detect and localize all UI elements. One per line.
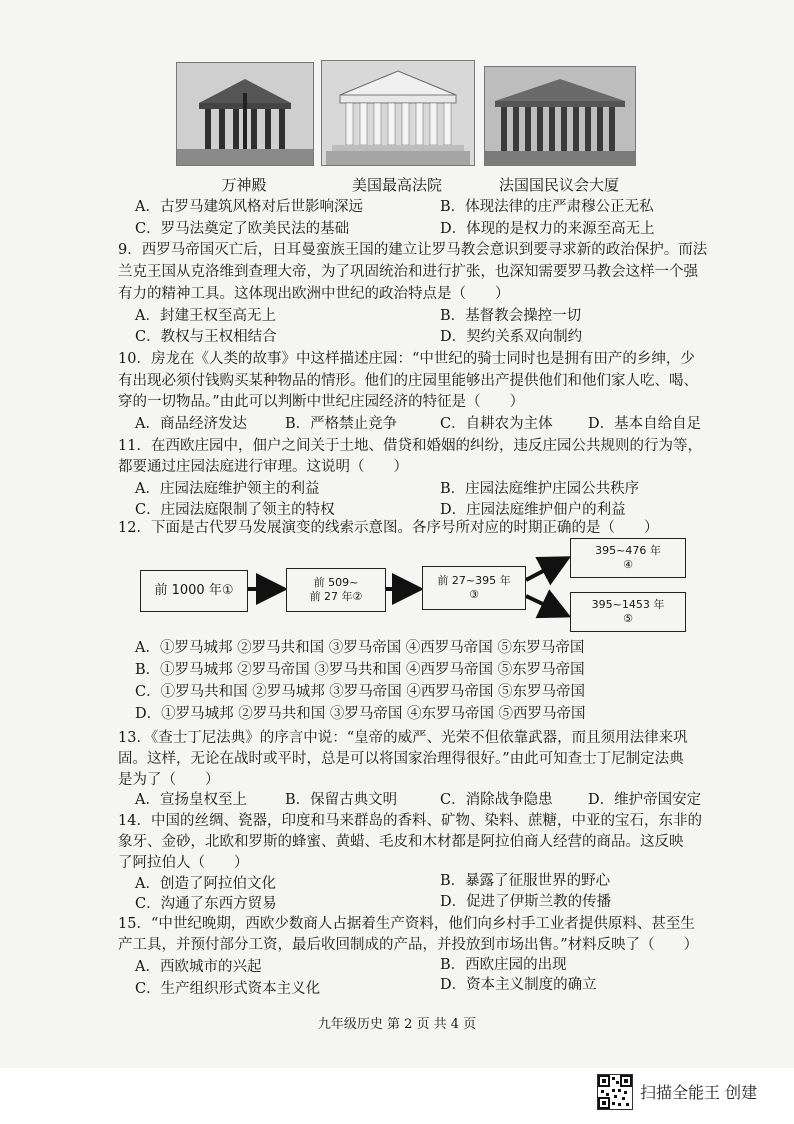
q10-option-d: D．基本自给自足 xyxy=(588,416,702,432)
timeline-box-2 xyxy=(286,568,386,612)
q8-option-d: D．体现的是权力的来源至高无上 xyxy=(440,221,655,237)
q12-option-a: A．①罗马城邦 ②罗马共和国 ③罗马帝国 ④西罗马帝国 ⑤东罗马帝国 xyxy=(135,640,585,656)
q15-option-a: A．西欧城市的兴起 xyxy=(135,959,262,975)
q8-option-b: B．体现法律的庄严肃穆公正无私 xyxy=(440,199,654,215)
q8-option-a: A．古罗马建筑风格对后世影响深远 xyxy=(135,199,363,215)
q14-option-c: C．沟通了东西方贸易 xyxy=(135,896,277,912)
timeline-box-3-line2: ③ xyxy=(469,588,479,601)
arrow-3-4 xyxy=(526,560,564,580)
timeline-box-2-line2: 前 27 年② xyxy=(309,590,363,603)
q10-option-c: C．自耕农为主体 xyxy=(440,416,553,432)
q11-option-c: C．庄园法庭限制了领主的特权 xyxy=(135,502,335,518)
q11-stem-line2: 都要通过庄园法庭进行审理。这说明（ ） xyxy=(118,459,408,475)
timeline-box-3-line1: 前 27~395 年 xyxy=(437,574,511,587)
q9-option-b: B．基督教会操控一切 xyxy=(440,308,582,324)
caption-national-assembly: 法国国民议会大厦 xyxy=(498,176,619,194)
scanner-watermark: 扫描全能王 创建 xyxy=(640,1083,758,1102)
q9-option-c: C．教权与王权相结合 xyxy=(135,329,277,345)
timeline-box-5-line2: ⑤ xyxy=(623,612,633,625)
qr-code-icon xyxy=(597,1074,633,1110)
q14-option-b: B．暴露了征服世界的野心 xyxy=(440,873,611,889)
q10-stem-line1: 10．房龙在《人类的故事》中这样描述庄园：“中世纪的骑士同时也是拥有田产的乡绅，少 xyxy=(118,351,695,367)
q15-stem-line2: 产工具，并预付部分工资，最后收回制成的产品，并投放到市场出售。”材料反映了（ ） xyxy=(118,937,699,953)
q9-option-a: A．封建王权至高无上 xyxy=(135,308,276,324)
timeline-box-2-line1: 前 509~ xyxy=(313,576,359,589)
q14-option-a: A．创造了阿拉伯文化 xyxy=(135,876,276,892)
q13-option-a: A．宣扬皇权至上 xyxy=(135,792,247,808)
q15-option-c: C．生产组织形式资本主义化 xyxy=(135,981,321,997)
q14-stem-line1: 14．中国的丝绸、瓷器，印度和马来群岛的香料、矿物、染料、蔗糖，中亚的宝石，东非的 xyxy=(118,813,702,829)
q12-option-b: B．①罗马城邦 ②罗马帝国 ③罗马共和国 ④西罗马帝国 ⑤东罗马帝国 xyxy=(135,662,585,678)
q12-stem: 12．下面是古代罗马发展演变的线索示意图。各序号所对应的时期正确的是（ ） xyxy=(118,520,659,536)
timeline-box-5 xyxy=(570,592,686,632)
q9-option-d: D．契约关系双向制约 xyxy=(440,329,583,345)
q14-stem-line2: 象牙、金砂，北欧和罗斯的蜂蜜、黄蜡、毛皮和木材都是阿拉伯商人经营的商品。这反映 xyxy=(118,834,684,850)
timeline-box-4-line2: ④ xyxy=(623,558,633,571)
q13-option-b: B．保留古典文明 xyxy=(285,792,398,808)
q11-option-a: A．庄园法庭维护领主的利益 xyxy=(135,481,320,497)
timeline-box-4-line1: 395~476 年 xyxy=(595,544,661,557)
q13-stem-line2: 固。这样，无论在战时或平时，总是可以将国家治理得很好。”由此可知查士丁尼制定法典 xyxy=(118,751,684,767)
timeline-box-3 xyxy=(422,566,526,610)
arrow-3-5 xyxy=(526,596,564,614)
q15-stem-line1: 15．“中世纪晚期，西欧少数商人占据着生产资料，他们向乡村手工业者提供原料、甚至生 xyxy=(118,916,695,932)
q10-stem-line2: 有出现必须付钱购买某种物品的情形。他们的庄园里能够出产提供他们和他们家人吃、喝、 xyxy=(118,373,698,389)
timeline-box-1 xyxy=(140,570,248,612)
q13-stem-line3: 是为了（ ） xyxy=(118,772,220,788)
q13-option-d: D．维护帝国安定 xyxy=(588,792,702,808)
q15-option-d: D．资本主义制度的确立 xyxy=(440,977,597,993)
q14-option-d: D．促进了伊斯兰教的传播 xyxy=(440,894,612,910)
q12-option-c: C．①罗马共和国 ②罗马城邦 ③罗马帝国 ④西罗马帝国 ⑤东罗马帝国 xyxy=(135,684,586,700)
timeline-box-5-line1: 395~1453 年 xyxy=(591,598,665,611)
q9-stem-line3: 有力的精神工具。这体现出欧洲中世纪的政治特点是（ ） xyxy=(118,286,510,302)
page-footer: 九年级历史 第 2 页 共 4 页 xyxy=(317,1017,477,1032)
q10-option-a: A．商品经济发达 xyxy=(135,416,247,432)
timeline-box-4 xyxy=(570,538,686,578)
timeline-box-1-text: 前 1000 年① xyxy=(154,583,234,598)
caption-supreme-court: 美国最高法院 xyxy=(351,176,442,194)
caption-pantheon: 万神殿 xyxy=(221,176,267,194)
q14-stem-line3: 了阿拉伯人（ ） xyxy=(118,855,249,871)
q12-option-d: D．①罗马城邦 ②罗马共和国 ③罗马帝国 ④东罗马帝国 ⑤西罗马帝国 xyxy=(135,706,586,722)
q13-option-c: C．消除战争隐患 xyxy=(440,792,553,808)
q9-stem-line1: 9．西罗马帝国灭亡后，日耳曼蛮族王国的建立让罗马教会意识到要寻求新的政治保护。而法 xyxy=(118,242,708,258)
q11-option-b: B．庄园法庭维护庄园公共秩序 xyxy=(440,481,640,497)
q15-option-b: B．西欧庄园的出现 xyxy=(440,957,567,973)
q10-stem-line3: 穿的一切物品。”由此可以判断中世纪庄园经济的特征是（ ） xyxy=(118,394,525,410)
q13-stem-line1: 13．《查士丁尼法典》的序言中说：“皇帝的威严、光荣不但依靠武器，而且须用法律来巩 xyxy=(118,730,688,746)
q9-stem-line2: 兰克王国从克洛维到查理大帝，为了巩固统治和进行扩张，也深知需要罗马教会这样一个强 xyxy=(118,264,698,280)
q8-option-c: C．罗马法奠定了欧美民法的基础 xyxy=(135,221,350,237)
q11-stem-line1: 11．在西欧庄园中，佃户之间关于土地、借贷和婚姻的纠纷，违反庄园公共规则的行为等， xyxy=(118,438,702,454)
q11-option-d: D．庄园法庭维护佃户的利益 xyxy=(440,502,626,518)
q10-option-b: B．严格禁止竞争 xyxy=(285,416,398,432)
